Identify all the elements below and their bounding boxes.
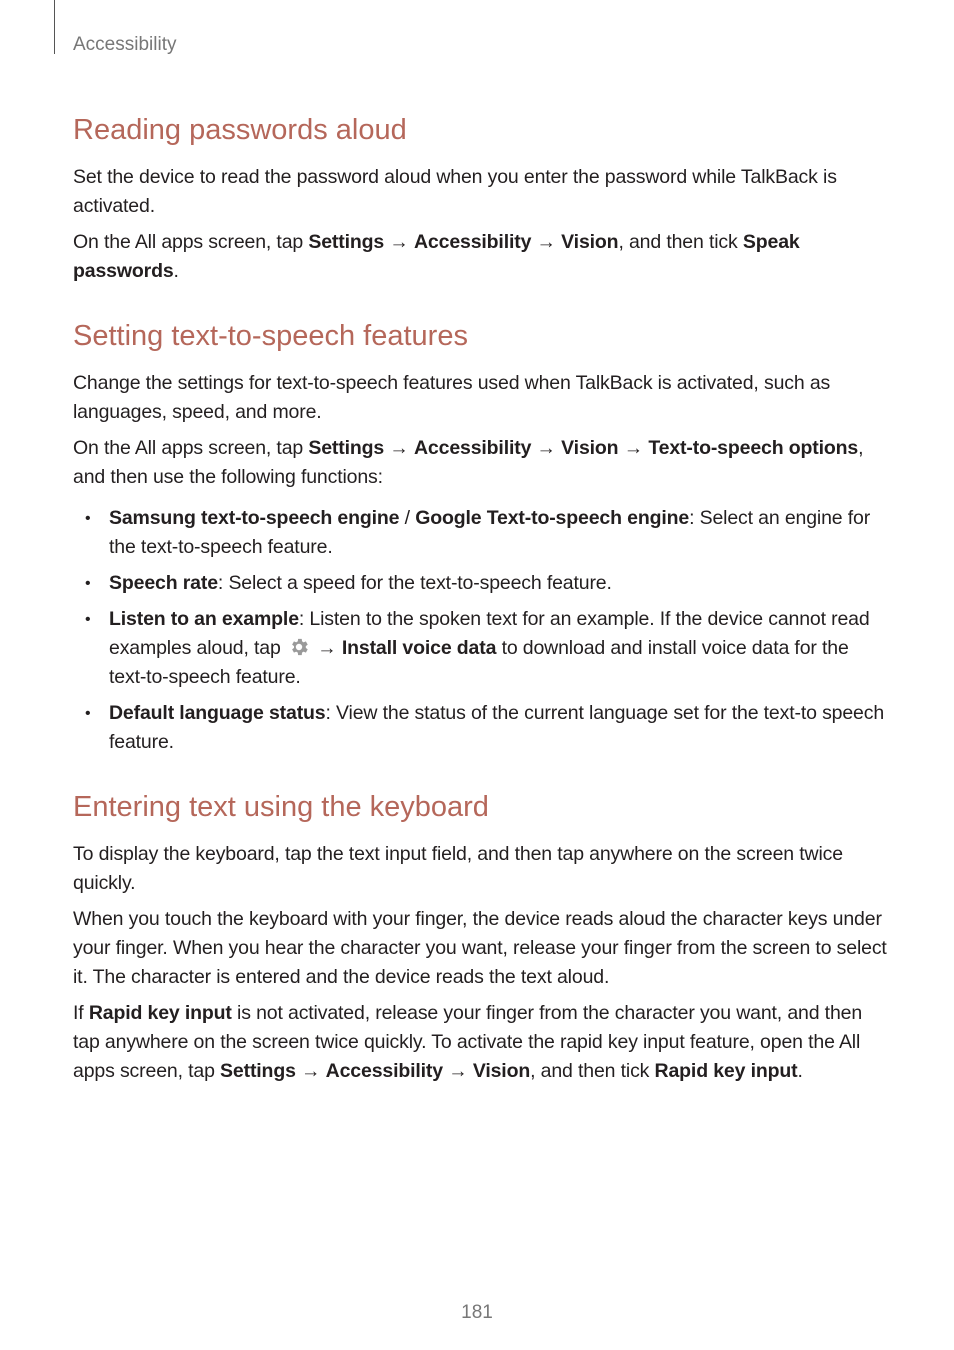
list-item: • Speech rate: Select a speed for the text-to-speech feature. xyxy=(73,569,888,598)
paragraph-instructions: If Rapid key input is not activated, release your finger from the character you want, and then tap anywhere on the screen twice quickly. To activate the rapid key input feature, open the All apps screen, tap Settings → Accessibility → Vision, and then tick Rapid key input. xyxy=(73,1002,863,1082)
paragraph: Set the device to read the password aloud when you enter the password while TalkBack is activated. xyxy=(73,166,837,217)
page-content xyxy=(73,108,888,1093)
paragraph: Change the settings for text-to-speech features used when TalkBack is activated, such as languages, speed, and more. xyxy=(73,372,831,423)
page-number: 181 xyxy=(461,1302,493,1323)
bullet: • xyxy=(85,510,91,527)
section-title-keyboard: Entering text using the keyboard xyxy=(73,791,489,823)
paragraph-instructions: On the All apps screen, tap Settings → Accessibility → Vision → Text-to-speech options, and then use the following functions: xyxy=(73,437,864,488)
section-title-text-to-speech: Setting text-to-speech features xyxy=(73,320,468,352)
function-list xyxy=(73,504,888,757)
header-rule xyxy=(54,0,55,54)
paragraph-instructions: On the All apps screen, tap Settings → Accessibility → Vision, and then tick Speak passwords. xyxy=(73,231,800,282)
paragraph: To display the keyboard, tap the text input field, and then tap anywhere on the screen twice quickly. xyxy=(73,843,843,894)
gear-icon xyxy=(288,636,310,658)
bullet: • xyxy=(85,575,91,592)
bullet: • xyxy=(85,705,91,722)
running-header: Accessibility xyxy=(73,34,177,55)
list-item: • Samsung text-to-speech engine / Google Text-to-speech engine: Select an engine for the text-to-speech feature. xyxy=(73,504,888,562)
list-item: • Default language status: View the status of the current language set for the text-to speech feature. xyxy=(73,699,888,757)
bullet: • xyxy=(85,611,91,628)
paragraph: When you touch the keyboard with your finger, the device reads aloud the character keys under your finger. When you hear the character you want, release your finger from the screen to select it. The character is entered and the device reads the text aloud. xyxy=(73,908,887,988)
list-item: • Listen to an example: Listen to the spoken text for an example. If the device cannot read examples aloud, tap → Install voice data to download and install voice data for the text-to-speech feature. xyxy=(73,605,888,692)
section-title-reading-passwords: Reading passwords aloud xyxy=(73,114,407,146)
